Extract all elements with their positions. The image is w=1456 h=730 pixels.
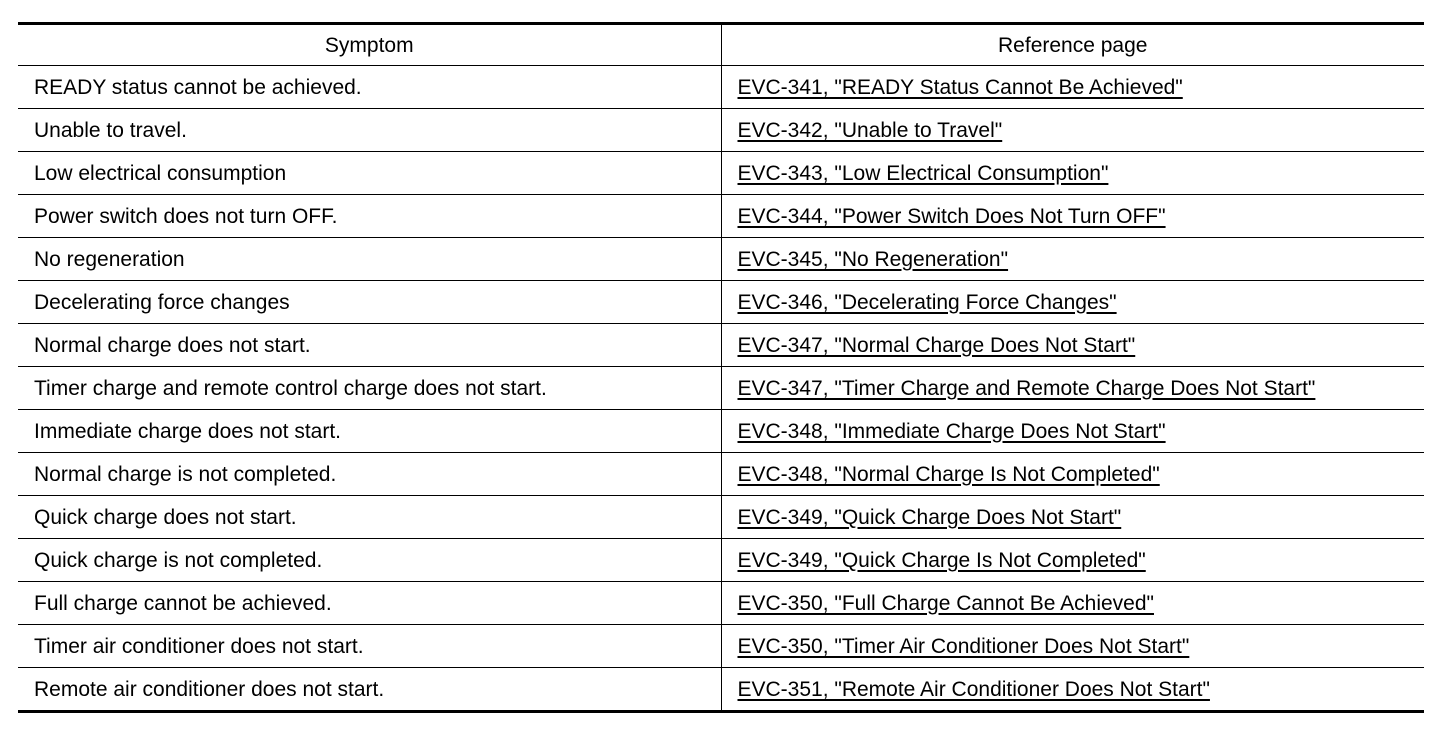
reference-cell [721,195,1424,238]
reference-cell [721,367,1424,410]
reference-link[interactable]: EVC-350, "Full Charge Cannot Be Achieved" [737,591,1154,615]
table-row [18,496,1424,539]
table-row [18,281,1424,324]
header-symptom: Symptom [18,24,721,66]
reference-cell [721,66,1424,109]
reference-link[interactable]: EVC-348, "Immediate Charge Does Not Start" [737,419,1166,443]
reference-link[interactable]: EVC-343, "Low Electrical Consumption" [737,161,1109,185]
table-row [18,668,1424,712]
reference-cell [721,539,1424,582]
reference-cell [721,238,1424,281]
reference-cell [721,324,1424,367]
reference-link[interactable]: EVC-351, "Remote Air Conditioner Does Not Start" [737,677,1210,701]
reference-link[interactable]: EVC-346, "Decelerating Force Changes" [737,290,1117,314]
symptom-reference-table [18,22,1424,713]
symptom-cell: Normal charge is not completed. [18,453,721,496]
symptom-cell: Normal charge does not start. [18,324,721,367]
table-body [18,66,1424,712]
table-row [18,453,1424,496]
symptom-cell: Remote air conditioner does not start. [18,668,721,712]
symptom-cell: Timer charge and remote control charge does not start. [18,367,721,410]
symptom-cell: READY status cannot be achieved. [18,66,721,109]
reference-link[interactable]: EVC-349, "Quick Charge Does Not Start" [737,505,1122,529]
table-row [18,625,1424,668]
symptom-cell: Decelerating force changes [18,281,721,324]
reference-link[interactable]: EVC-347, "Normal Charge Does Not Start" [737,333,1136,357]
reference-cell [721,109,1424,152]
symptom-cell: Quick charge is not completed. [18,539,721,582]
symptom-cell: Timer air conditioner does not start. [18,625,721,668]
symptom-cell: Low electrical consumption [18,152,721,195]
table-row [18,324,1424,367]
header-reference-page: Reference page [998,33,1148,57]
table-row [18,152,1424,195]
symptom-cell: Full charge cannot be achieved. [18,582,721,625]
reference-link[interactable]: EVC-345, "No Regeneration" [737,247,1009,271]
reference-link[interactable]: EVC-348, "Normal Charge Is Not Completed" [737,462,1160,486]
reference-cell [721,582,1424,625]
table-row [18,539,1424,582]
symptom-cell: Immediate charge does not start. [18,410,721,453]
reference-cell [721,496,1424,539]
reference-link[interactable]: EVC-349, "Quick Charge Is Not Completed" [737,548,1146,572]
reference-cell [721,152,1424,195]
reference-cell [721,668,1424,712]
symptom-cell: Power switch does not turn OFF. [18,195,721,238]
reference-cell [721,625,1424,668]
table-row [18,367,1424,410]
reference-link[interactable]: EVC-344, "Power Switch Does Not Turn OFF" [737,204,1166,228]
table-row [18,410,1424,453]
reference-cell [721,453,1424,496]
symptom-cell: No regeneration [18,238,721,281]
table-row [18,582,1424,625]
reference-link[interactable]: EVC-341, "READY Status Cannot Be Achieved" [737,75,1183,99]
table-header [18,24,1424,66]
reference-link[interactable]: EVC-347, "Timer Charge and Remote Charge Does Not Start" [737,376,1316,400]
table-row [18,195,1424,238]
reference-cell [721,410,1424,453]
reference-cell [721,281,1424,324]
header-row [18,24,1424,66]
symptom-cell: Unable to travel. [18,109,721,152]
table-row [18,238,1424,281]
reference-link[interactable]: EVC-342, "Unable to Travel" [737,118,1003,142]
table-row [18,66,1424,109]
reference-link[interactable]: EVC-350, "Timer Air Conditioner Does Not Start" [737,634,1190,658]
symptom-cell: Quick charge does not start. [18,496,721,539]
table-row [18,109,1424,152]
